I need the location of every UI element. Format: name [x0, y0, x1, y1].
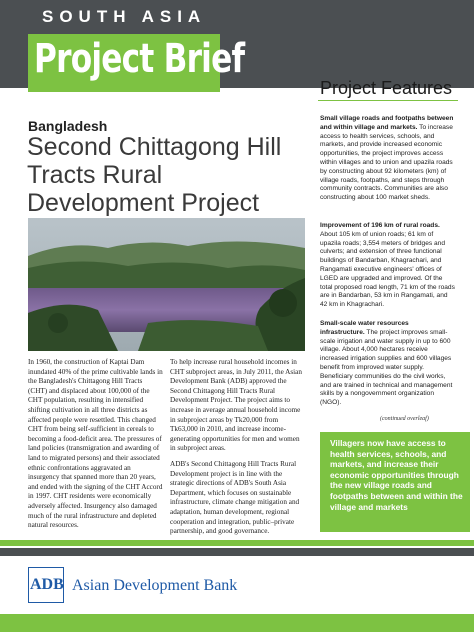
callout-text: Villagers now have access to health services, schools, and markets, and increase their economic opportunities through the new village roads and footpaths between and within the village and markets	[330, 438, 463, 512]
body-paragraph: ADB's Second Chittagong Hill Tracts Rural Development project is in line with the strategic directions of ADB's South Asia Department, which focuses on sustainable infrastructure, climate change mitigation and adaptation, human development, regional cooperation and integration, public–private partnership, and good governance.	[170, 459, 300, 536]
country-label: Bangladesh	[28, 118, 108, 134]
footer-stripe-bottom	[0, 614, 474, 632]
body-column-left	[28, 358, 163, 537]
page-title: Second Chittagong Hill Tracts Rural Development Project	[27, 133, 282, 217]
continued-note: (continued overleaf)	[380, 416, 429, 422]
body-column-middle	[170, 358, 305, 543]
divider	[318, 100, 458, 101]
footer-stripe	[0, 540, 474, 546]
feature-lead: Small-scale water resources infrastructure.	[320, 320, 409, 336]
region-label: SOUTH ASIA	[42, 7, 207, 26]
features-heading: Project Features	[320, 78, 453, 98]
bank-name: Asian Development Bank	[72, 577, 238, 594]
adb-logo-text: ADB	[30, 576, 64, 593]
brief-title: Project Brief	[34, 36, 245, 82]
landscape-photo	[28, 218, 305, 351]
feature-text: To increase access to health services, schools, and markets, and provide increased economic opportunities, the project improves access within villages and to union and upazila roads by constructing about 92 kilometers (km) of village roads, footpaths, and steps through community contracts. Communities are also constructing about 100 market sheds.	[320, 123, 453, 202]
body-paragraph: To help increase rural household incomes in CHT subproject areas, in July 2011, the Asian Development Bank (ADB) approved the Second Chittagong Hill Tracts Rural Development Project. The project aims to increase in average annual household income in subproject areas by Tk20,000 from Tk63,000 in 2010, and increase income-generating opportunities for men and women in subproject areas.	[170, 358, 302, 453]
footer-band	[0, 548, 474, 556]
feature-item	[320, 115, 455, 203]
feature-item	[320, 320, 455, 408]
feature-lead: Improvement of 196 km of rural roads.	[320, 222, 440, 229]
feature-item	[320, 222, 455, 310]
body-paragraph: In 1960, the construction of Kaptai Dam inundated 40% of the prime cultivable lands in the Bangladesh's Chittagong Hill Tracts (CHT) and displaced about 100,000 of the CHT population, resulting in intensified shifting cultivation in all three districts as affected people were resettled. This changed CHT from being self-sufficient in cereals to becoming a food-deficit area. The pressures of land policies (transmigration and awarding of land to migrated persons) and their associated ethnic confrontations aggravated an insurgency that spanned more than 20 years, and ended with the signing of the CHT Accord in 1997. CHT residents were economically adversely affected. Insurgency also damaged much of the rural infrastructure and depleted natural resources.	[28, 358, 163, 530]
feature-lead: Small village roads and footpaths between and within village and markets.	[320, 115, 454, 131]
feature-text: About 105 km of union roads; 61 km of upazila roads; 3,554 meters of bridges and culverts; and extension of three functional buildings of Bandarban, Khagrachari, and Rangamati executive engineers' offices of LGED are upgraded and improved. Of the total proposed road length, 71 km of the roads are in Bandarban, 53 km in Rangamati, and 42 km in Khagrachari.	[320, 230, 455, 309]
feature-text: The project improves small-scale irrigation and water supply in up to 600 village. About 4,000 hectares receive increased irrigation supplies and 600 villages benefit from improved water supply. Beneficiary communities do the civil works, and are trained in technical and management skills by a nongovernment organization (NGO).	[320, 328, 453, 407]
